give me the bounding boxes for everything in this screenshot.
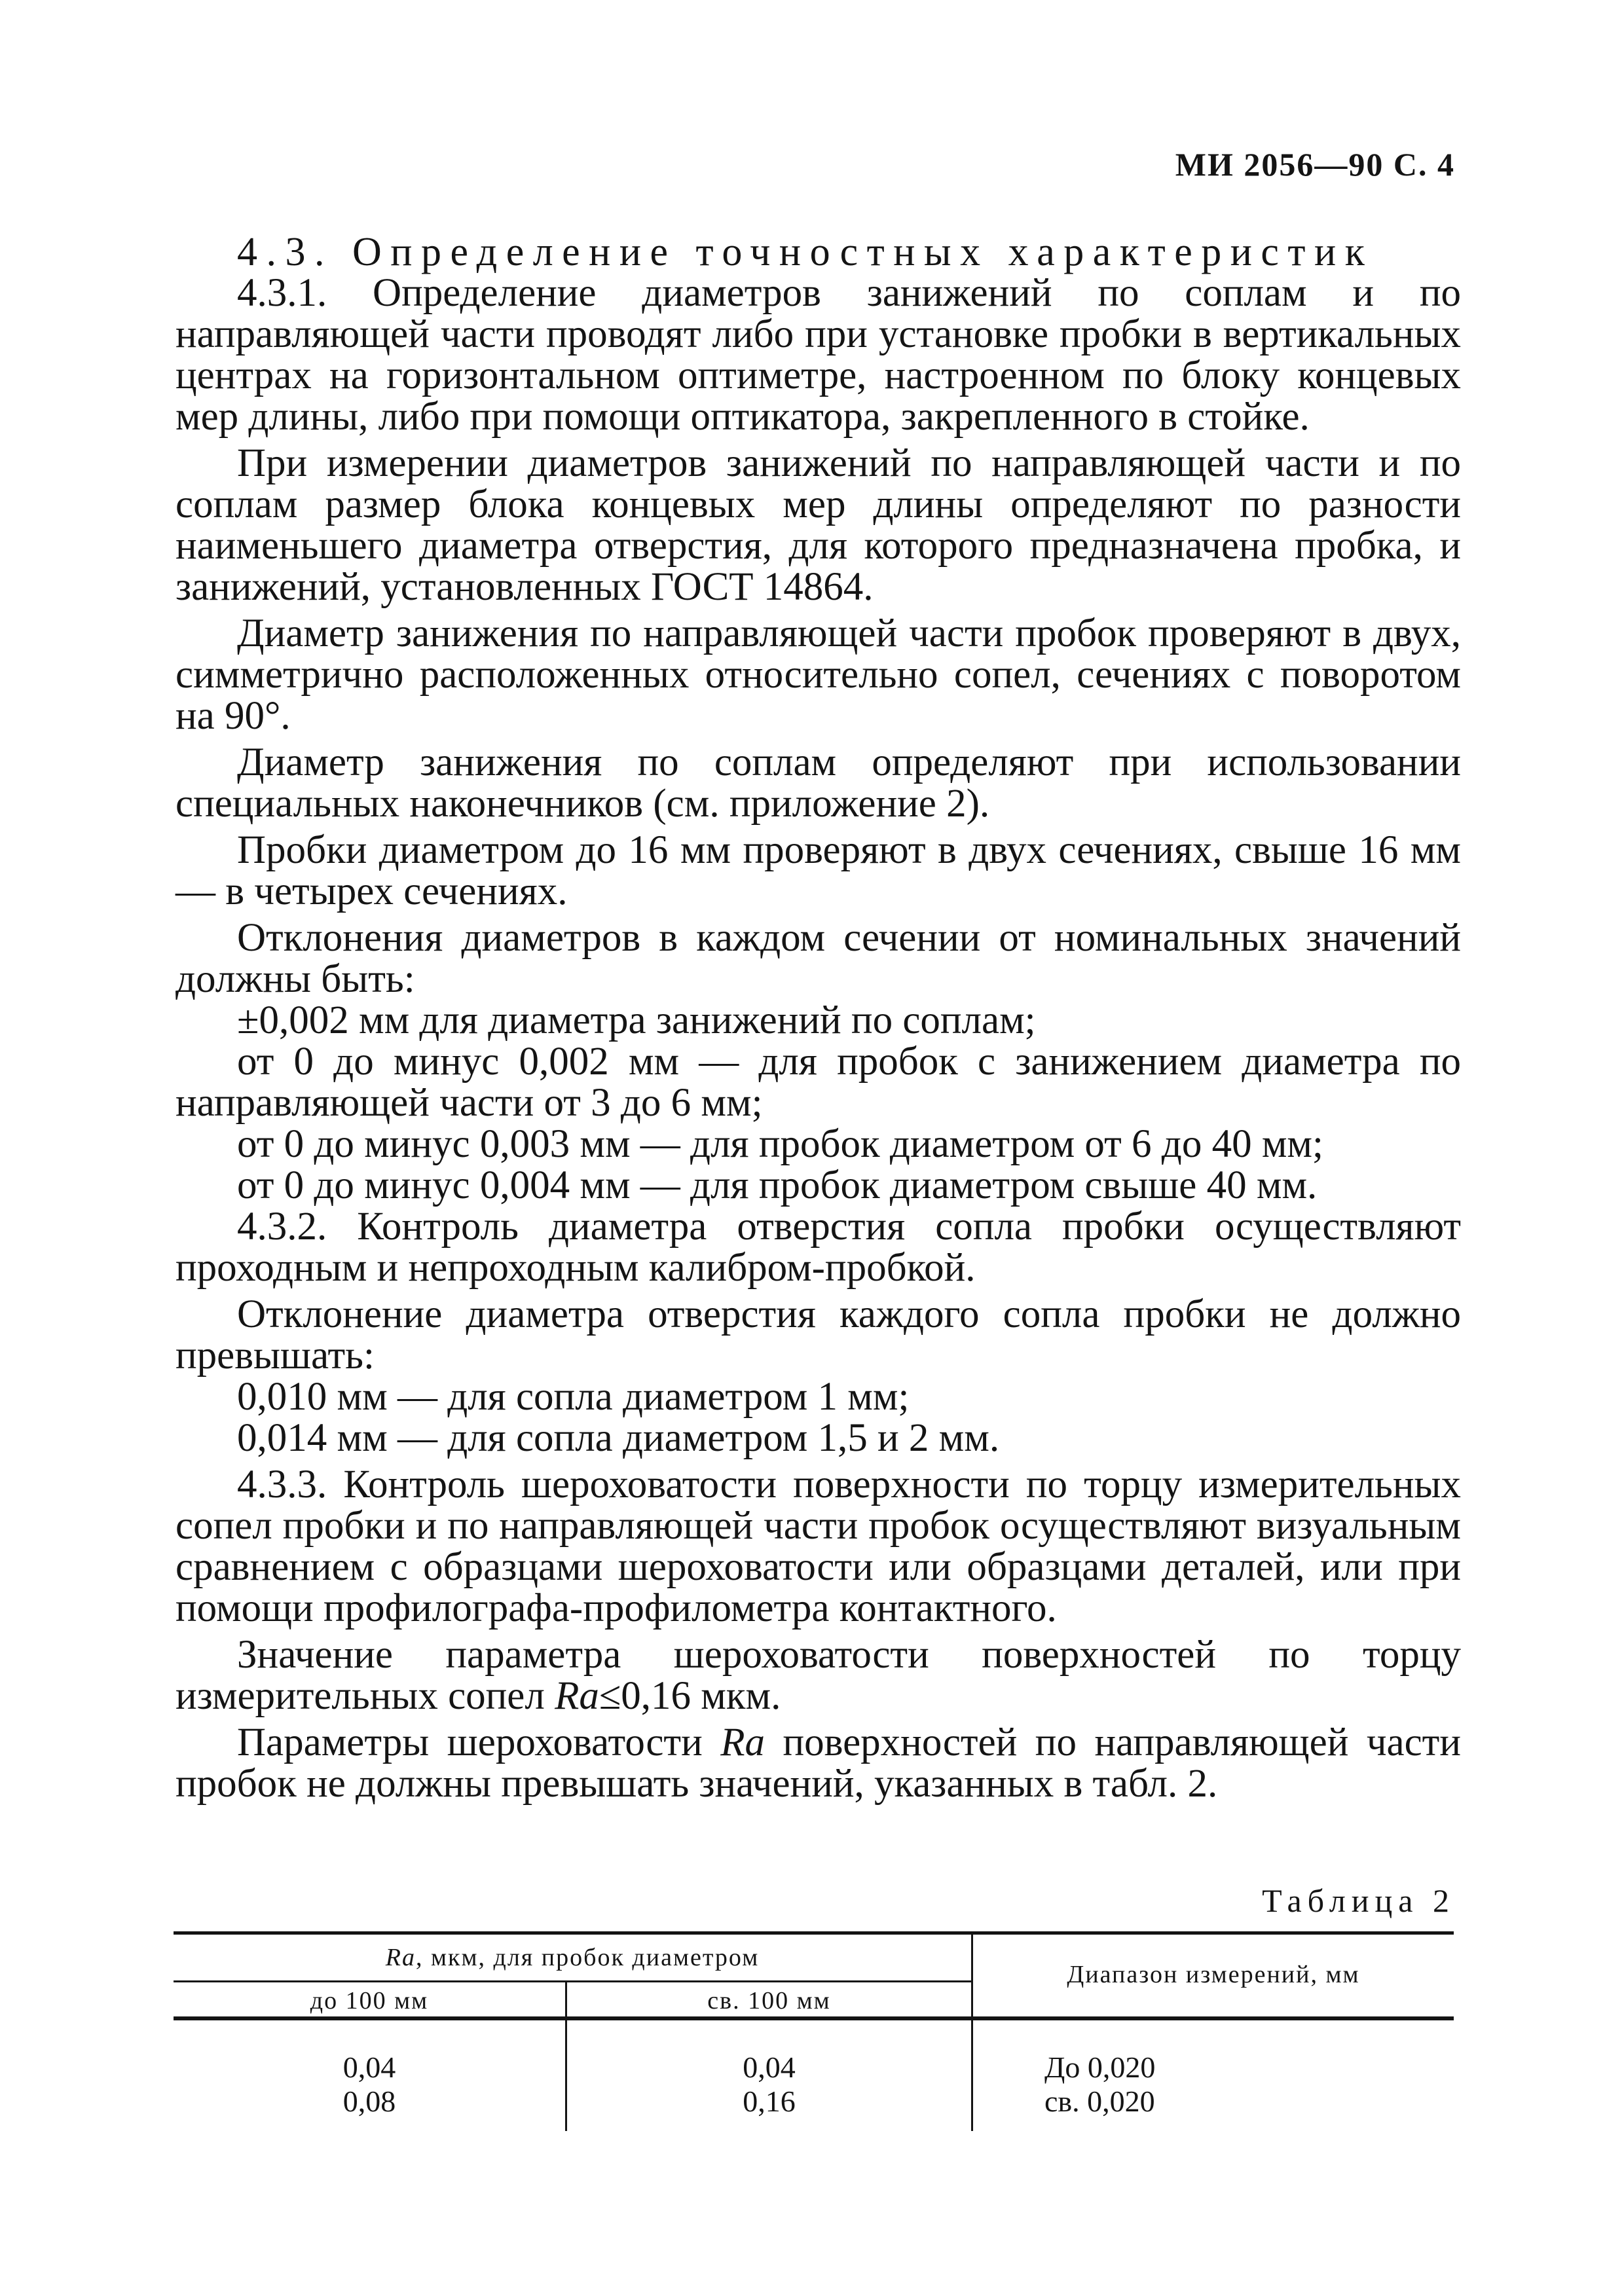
column-group-header: [174, 1943, 971, 1972]
table-cell: 0,04: [342, 2050, 396, 2084]
document-reference: МИ 2056—90 С. 4: [1175, 146, 1455, 183]
roughness-table: [174, 1931, 1454, 2154]
column-header-up-to-100: до 100 мм: [310, 1987, 429, 2014]
list-item: 0,010 мм — для сопла диаметром 1 мм;: [237, 1375, 910, 1419]
paragraph: 4.3.1. Определение диаметров занижений по соплам и по направляющей части проводят либо при установке пробки в вертикальных центрах на горизонтальном оптиметре, настроенном по блоку концевых мер длины, либо при помощи оптикатора, закрепленного в стойке.: [175, 271, 1461, 439]
table-rule: [174, 1980, 971, 1982]
list-item: от 0 до минус 0,004 мм — для пробок диаметром свыше 40 мм.: [237, 1163, 1318, 1207]
text-run: ≤0,16 мкм.: [599, 1674, 781, 1718]
table-rule: [174, 2016, 1454, 2020]
ra-symbol: Ra: [720, 1721, 765, 1764]
table-cell: 0,16: [743, 2085, 796, 2118]
table-column-over-100: [567, 2050, 971, 2119]
paragraph: 4.3.3. Контроль шероховатости поверхности по торцу измерительных сопел пробки и по направляющей части пробок осуществляют визуальным сравнением с образцами шероховатости или образцами деталей, или при помощи профилографа-профилометра контактного.: [175, 1463, 1461, 1630]
table-cell: 0,08: [342, 2085, 396, 2118]
section-title: 4.3. Определение точностных характеристик: [237, 230, 1374, 274]
paragraph: [175, 1634, 1461, 1717]
table-rule: [174, 1931, 1454, 1935]
paragraph: Диаметр занижения по направляющей части пробок проверяют в двух, симметрично расположенных относительно сопел, сечениях с поворотом на 90°.: [175, 611, 1461, 738]
ra-symbol: Ra: [385, 1944, 416, 1971]
table-cell: До 0,020: [1044, 2050, 1156, 2084]
list-item: от 0 до минус 0,002 мм — для пробок с занижением диаметра по направляющей части от 3 до 6 мм;: [175, 1040, 1461, 1125]
body-text: [175, 272, 1461, 1804]
paragraph: [175, 1722, 1461, 1804]
column-header-over-100: св. 100 мм: [707, 1987, 831, 2014]
list-item: от 0 до минус 0,003 мм — для пробок диаметром от 6 до 40 мм;: [237, 1122, 1323, 1166]
column-header-range: Диапазон измерений, мм: [1067, 1961, 1360, 1988]
list-item: 0,014 мм — для сопла диаметром 1,5 и 2 мм.: [237, 1416, 1000, 1460]
table-caption: Таблица 2: [1262, 1882, 1455, 1919]
table-cell: св. 0,020: [1044, 2085, 1155, 2118]
paragraph: При измерении диаметров занижений по направляющей части и по соплам размер блока концевых мер длины определяют по разности наименьшего диаметра отверстия, для которого предназначена пробка, и занижений, установленных ГОСТ 14864.: [175, 441, 1461, 609]
list-item: ±0,002 мм для диаметра занижений по соплам;: [237, 998, 1036, 1042]
paragraph: 4.3.2. Контроль диаметра отверстия сопла пробки осуществляют проходным и непроходным калибром-пробкой.: [175, 1205, 1461, 1290]
paragraph: Пробки диаметром до 16 мм проверяют в двух сечениях, свыше 16 мм — в четырех сечениях.: [175, 828, 1461, 913]
text-run: поверхностей по направляющей части пробок не должны превышать значений, указанных в табл. 2.: [175, 1721, 1461, 1806]
paragraph: Диаметр занижения по соплам определяют при использовании специальных наконечников (см. приложение 2).: [175, 740, 1461, 826]
table-column-range: [1044, 2050, 1155, 2119]
table-cell: 0,04: [743, 2050, 796, 2084]
paragraph: Отклонение диаметра отверстия каждого сопла пробки не должно превышать:: [175, 1292, 1461, 1377]
ra-symbol: Ra: [555, 1674, 599, 1718]
text-run: Параметры шероховатости: [237, 1721, 721, 1764]
text-run: Значение параметра шероховатости поверхностей по торцу измерительных сопел: [175, 1633, 1461, 1718]
header-text: , мкм, для пробок диаметром: [415, 1944, 760, 1971]
table-column-up-to-100: [174, 2050, 565, 2119]
paragraph: Отклонения диаметров в каждом сечении от номинальных значений должны быть:: [175, 916, 1461, 1001]
